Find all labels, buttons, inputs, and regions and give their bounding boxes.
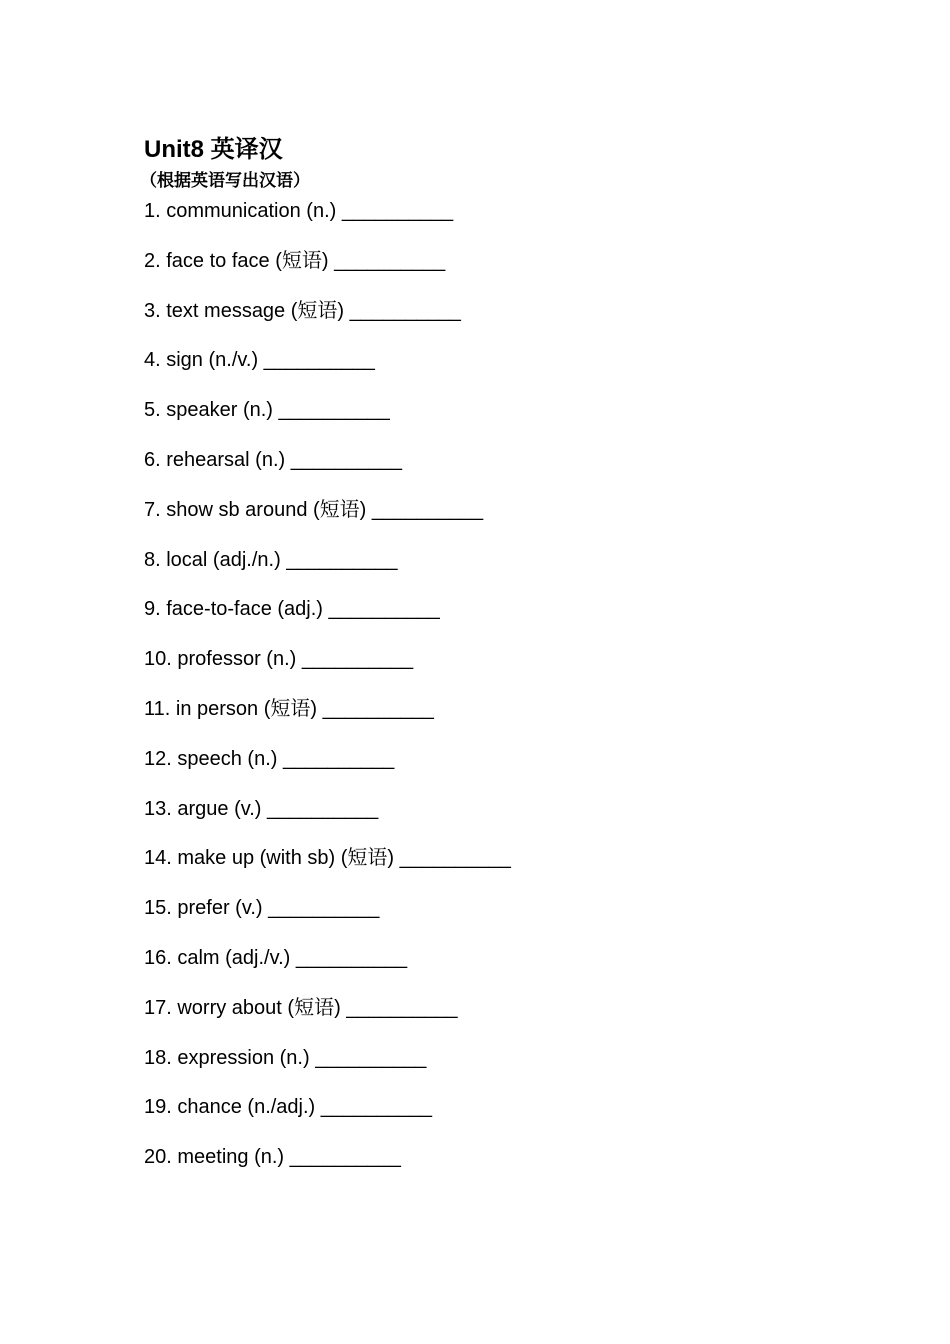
vocab-item: 14. make up (with sb) (短语) __________ — [144, 847, 511, 870]
vocab-item: 6. rehearsal (n.) __________ — [144, 448, 402, 471]
worksheet — [140, 132, 844, 1191]
vocab-item: 15. prefer (v.) __________ — [144, 897, 380, 920]
vocab-item: 17. worry about (短语) __________ — [144, 996, 458, 1019]
vocab-item: 16. calm (adj./v.) __________ — [144, 946, 408, 969]
vocab-item: 11. in person (短语) __________ — [144, 697, 434, 720]
vocab-item: 3. text message (短语) __________ — [144, 299, 461, 322]
vocab-item: 7. show sb around (短语) __________ — [144, 498, 484, 521]
vocab-item: 18. expression (n.) __________ — [144, 1046, 427, 1069]
vocab-item: 5. speaker (n.) __________ — [144, 399, 390, 422]
vocab-item: 19. chance (n./adj.) __________ — [144, 1096, 432, 1119]
vocab-item: 20. meeting (n.) __________ — [144, 1146, 401, 1169]
instruction-subtitle: （根据英语写出汉语） — [140, 171, 310, 190]
vocab-item: 9. face-to-face (adj.) __________ — [144, 598, 440, 621]
vocabulary-list — [144, 195, 844, 1173]
vocab-item: 13. argue (v.) __________ — [144, 797, 379, 820]
vocab-item: 10. professor (n.) __________ — [144, 648, 414, 671]
vocab-item: 8. local (adj./n.) __________ — [144, 548, 398, 571]
page-title: Unit8 英译汉 — [144, 136, 283, 163]
vocab-item: 1. communication (n.) __________ — [144, 200, 454, 222]
vocab-item: 2. face to face (短语) __________ — [144, 249, 446, 272]
vocab-item: 12. speech (n.) __________ — [144, 747, 395, 770]
vocab-item: 4. sign (n./v.) __________ — [144, 349, 375, 372]
